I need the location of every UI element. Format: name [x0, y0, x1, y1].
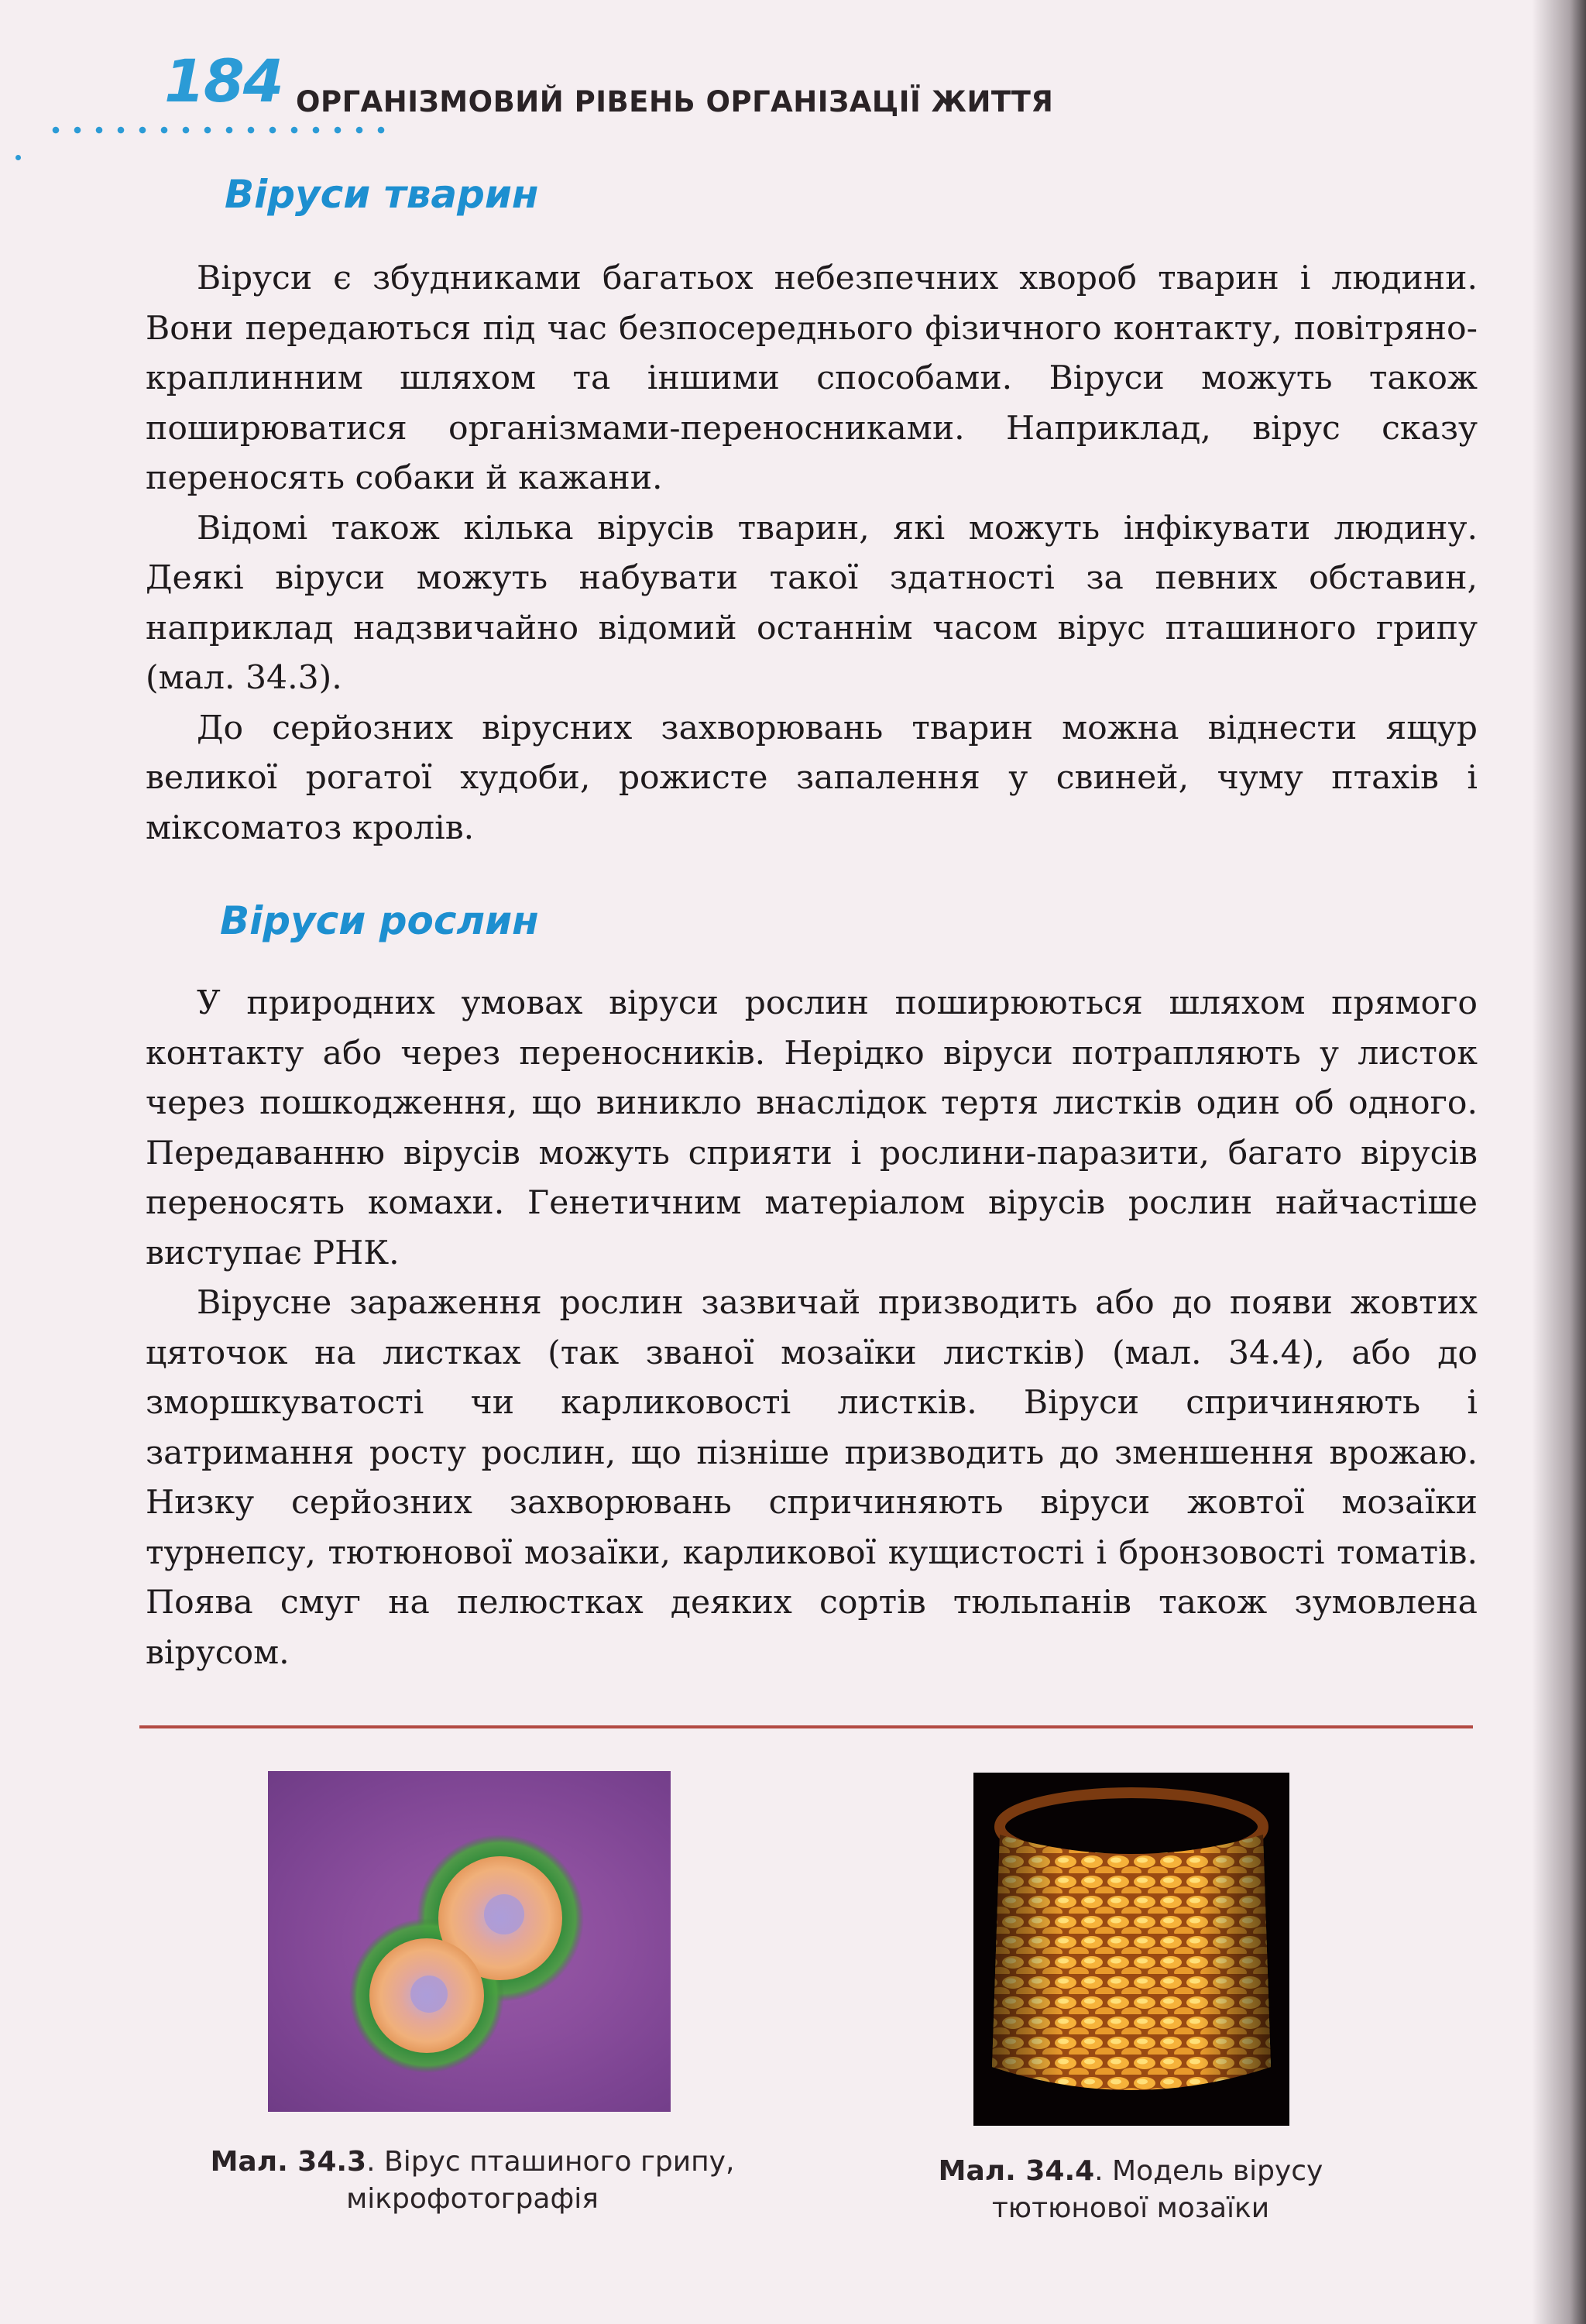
caption-text: тютюнової мозаїки [991, 2192, 1270, 2224]
figure-tobacco-mosaic-virus-image [973, 1773, 1289, 2126]
page-edge-shadow [1532, 0, 1586, 2324]
caption-text: . Модель вірусу [1094, 2155, 1323, 2187]
dot-marker [15, 155, 21, 160]
section-heading-plants: Віруси рослин [220, 898, 539, 943]
figure-label: Мал. 34.4 [938, 2155, 1095, 2187]
tobacco-mosaic-virus-illustration [973, 1773, 1289, 2126]
figure-caption-34-3 [170, 2144, 774, 2218]
caption-text: мікрофотографія [346, 2183, 599, 2215]
running-title: ОРГАНІЗМОВИЙ РІВЕНЬ ОРГАНІЗАЦІЇ ЖИТТЯ [296, 85, 1054, 118]
dotted-rule [45, 125, 393, 135]
page-number: 184 [164, 46, 283, 115]
paragraph: До серйозних вірусних захворювань тварин можна віднести ящур великої рогатої худоби, рожисте запалення у свиней, чуму птахів і міксоматоз кролів. [146, 709, 1478, 847]
caption-text: . Вірус пташиного грипу, [366, 2146, 735, 2178]
paragraph: У природних умовах віруси рослин поширюються шляхом прямого контакту або через переносників. Нерідко віруси потрапляють у листок через пошкодження, що виникло внаслідок тертя листків один об одного. Передаванню вірусів можуть сприяти і рослини-паразити, багато вірусів переносять комахи. Генетичним матеріалом вірусів рослин найчастіше виступає РНК. [146, 984, 1478, 1272]
paragraph: Вірусне зараження рослин зазвичай призводить або до появи жовтих цяточок на листках (так званої мозаїки листків) (мал. 34.4), або до зморшкуватості чи карликовості листків. Віруси спричиняють і затримання росту рослин, що пізніше призводить до зменшення врожаю. Низку серйозних захворювань спричиняють віруси жовтої мозаїки турнепсу, тютюнової мозаїки, карликової кущистості і бронзовості томатів. Поява смуг на пелюстках деяких сортів тюльпанів також зумовлена вірусом. [146, 1284, 1478, 1672]
section-heading-animals: Віруси тварин [225, 172, 539, 217]
section-divider [139, 1725, 1473, 1728]
section-body-animals [146, 254, 1478, 853]
figure-caption-34-4 [875, 2153, 1386, 2227]
paragraph: Віруси є збудниками багатьох небезпечних хвороб тварин і людини. Вони передаються під час безпосереднього фізичного контакту, повітряно-краплинним шляхом та іншими способами. Віруси можуть також поширюватися організмами-переносниками. Наприклад, вірус сказу переносять собаки й кажани. [146, 259, 1478, 497]
section-body-plants [146, 979, 1478, 1678]
figure-label: Мал. 34.3 [210, 2146, 367, 2178]
paragraph: Відомі також кілька вірусів тварин, які можуть інфікувати людину. Деякі віруси можуть набувати такої здатності за певних обставин, наприклад надзвичайно відомий останнім часом вірус пташиного грипу (мал. 34.3). [146, 509, 1478, 697]
bird-flu-virus-illustration [268, 1771, 671, 2112]
figure-bird-flu-virus-image [268, 1771, 671, 2112]
